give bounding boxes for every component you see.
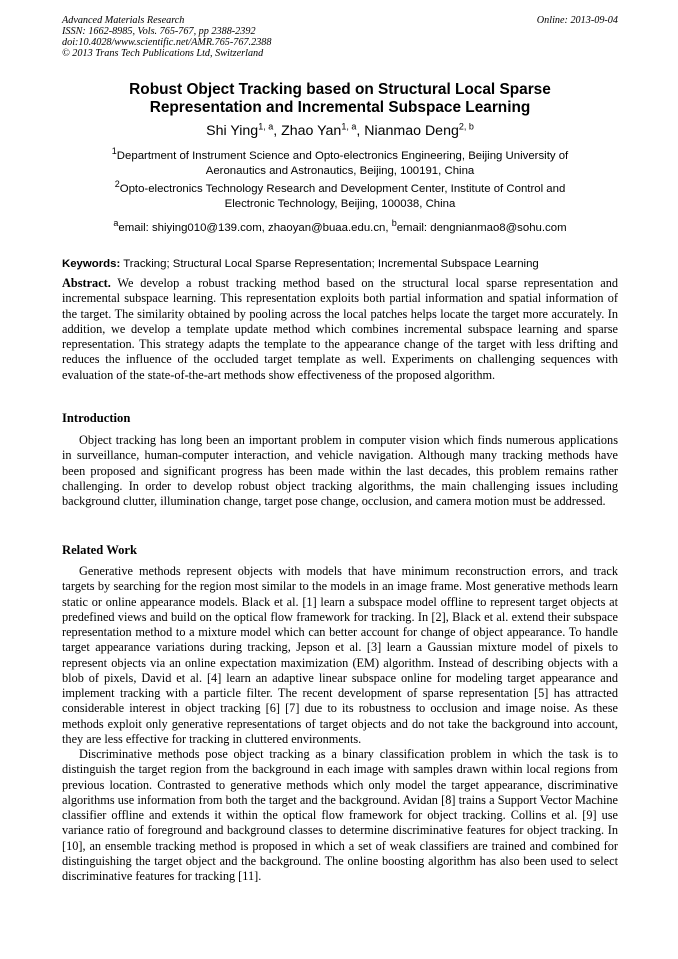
affiliation-1-line-1: Department of Instrument Science and Opto-electronics Engineering, Beijing University of <box>116 150 569 162</box>
author-1: Shi Ying <box>206 123 259 139</box>
author-2-affil: 1, a <box>341 121 357 132</box>
keywords-text: Tracking; Structural Local Sparse Representation; Incremental Subspace Learning <box>120 258 539 270</box>
email-b: email: dengnianmao8@sohu.com <box>396 222 567 234</box>
affiliation-2-line-1: Opto-electronics Technology Research and Development Center, Institute of Control and <box>119 183 566 195</box>
related-work-paragraph-2: Discriminative methods pose object tracking as a binary classification problem in which the task is to distinguish the target region from the background in each image with samples drawn within local regions from previous location. Contrasted to generative methods which only model the target appearance, discriminative algorithms use information from both the target and the background. Avidan [8] trains a Support Vector Machine classifier offline and extends it within the optical flow framework for object tracking. Collins et al. [9] use variance ratio of foreground and background classes to determine discriminative features for object tracking. In [10], an ensemble tracking method is proposed in which a set of weak classifiers are trained and combined for distinguishing the target object and the background. The online boosting algorithm has also been used to select discriminative features for tracking [11]. <box>62 747 618 883</box>
author-3: Nianmao Deng <box>364 123 459 139</box>
introduction-heading: Introduction <box>62 411 131 425</box>
copyright-line: © 2013 Trans Tech Publications Ltd, Switzerland <box>62 48 264 59</box>
author-3-affil: 2, b <box>458 121 474 132</box>
affiliation-2-marker: 2 <box>114 179 120 190</box>
affiliation-2 <box>74 179 606 212</box>
related-work-heading: Related Work <box>62 543 137 557</box>
contact-emails <box>74 218 606 236</box>
author-2: Zhao Yan <box>281 123 342 139</box>
keywords-label: Keywords: <box>62 258 121 270</box>
affiliation-2-line-2: Electronic Technology, Beijing, 100038, China <box>224 198 456 210</box>
journal-header <box>62 15 618 59</box>
related-work-paragraph-1: Generative methods represent objects with models that have minimum reconstruction errors, and track targets by searching for the region most similar to the models in an image frame. Most generative methods learn static or online appearance models. Black et al. [1] learn a subspace model offline to represent target objects at predefined views and build on the optical flow framework for tracking. In [2], Black et al. extend their subspace representation method to a mixture model which can better account for change of object appearance. To handle target appearance variations during tracking, Jepson et al. [3] learn a Gaussian mixture model of pixels to represent objects via an online expectation maximization (EM) algorithm. Instead of describing objects with a blob of pixels, David et al. [4] learn an adaptive linear subspace online for modeling target appearance and implement tracking with a particle filter. The recent development of sparse representation [5] has attracted considerable interest in object tracking [6] [7] due to its robustness to occlusion and image noise. As these methods exploit only generative representations of target objects and do not take the background into account, they are less effective for tracking in cluttered environments. <box>62 564 618 746</box>
author-separator: , <box>356 123 365 139</box>
email-b-marker: b <box>391 218 397 229</box>
title-line-1: Robust Object Tracking based on Structural Local Sparse <box>129 81 551 98</box>
doi-line: doi:10.4028/www.scientific.net/AMR.765-767.2388 <box>62 37 272 48</box>
title-line-2: Representation and Incremental Subspace Learning <box>149 99 531 116</box>
email-a-marker: a <box>113 218 119 229</box>
affiliation-1-marker: 1 <box>111 146 117 157</box>
affiliation-1 <box>74 146 606 179</box>
keywords <box>62 257 618 271</box>
abstract-text: We develop a robust tracking method based on the structural local sparse representation and incremental subspace learning. This representation exploits both partial information and spatial information of the target. The similarity obtained by pooling across the local patches helps locate the target more accurately. In addition, we develop a template update method which combines incremental subspace learning and sparse representation. This strategy adapts the template to the appearance change of the target with less drifting and reduces the influence of the occluded target template as well. Experiments on challenging sequences with evaluation of the state-of-the-art methods show effectiveness of the proposed algorithm. <box>62 276 618 382</box>
journal-name: Advanced Materials Research <box>62 15 185 26</box>
affiliation-1-line-2: Aeronautics and Astronautics, Beijing, 100191, China <box>205 165 475 177</box>
author-separator: , <box>273 123 282 139</box>
introduction-paragraph: Object tracking has long been an important problem in computer vision which finds numerous applications in surveillance, human-computer interaction, and vehicle navigation. Although many tracking methods have been proposed and significant progress has been made within the last decades, this problem remains rather challenging. In order to develop robust object tracking algorithms, the main challenging issues including background clutter, illumination change, target pose change, occlusion, and camera motion must be addressed. <box>62 433 618 508</box>
author-1-affil: 1, a <box>258 121 274 132</box>
author-list <box>62 122 618 140</box>
email-a: email: shiying010@139.com, zhaoyan@buaa.edu.cn, <box>118 222 392 234</box>
abstract-label: Abstract. <box>62 276 111 290</box>
abstract <box>62 276 618 383</box>
online-date: Online: 2013-09-04 <box>536 15 618 26</box>
paper-title <box>62 81 618 117</box>
issn-line: ISSN: 1662-8985, Vols. 765-767, pp 2388-2392 <box>62 26 256 37</box>
